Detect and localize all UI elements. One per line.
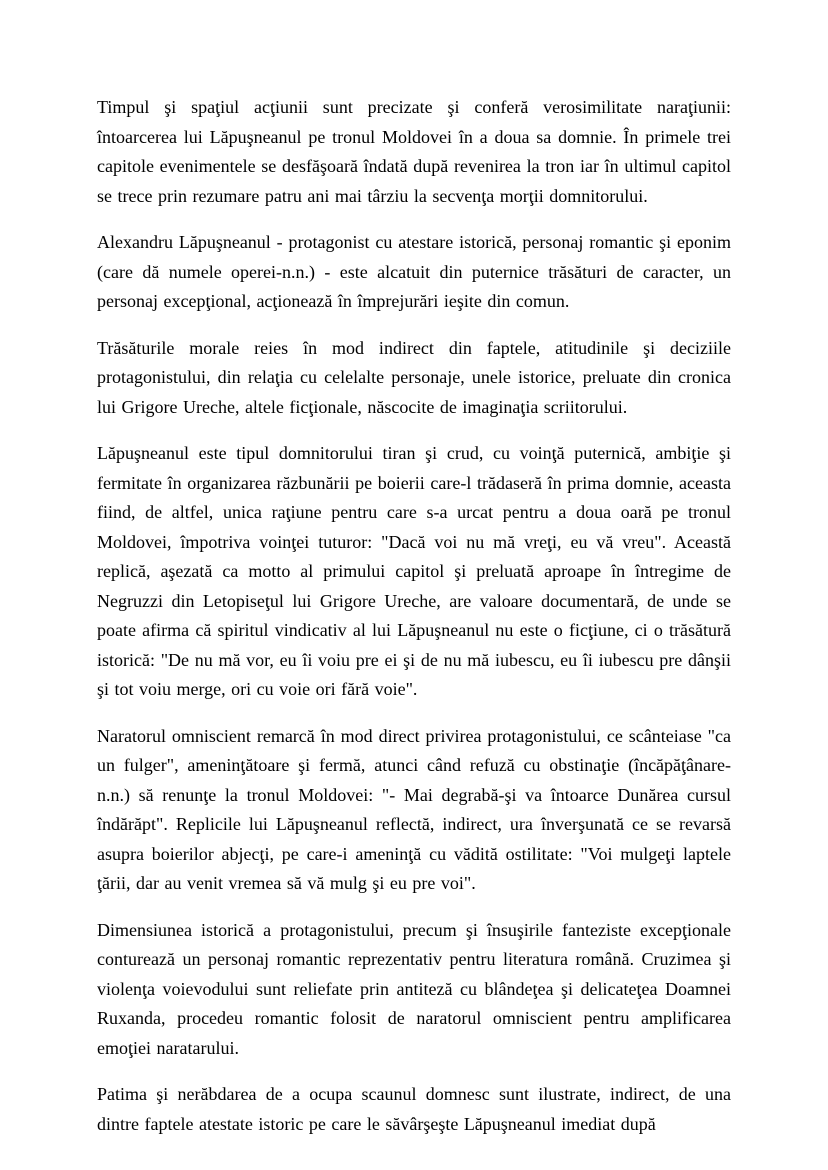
paragraph-protagonist-intro: Alexandru Lăpuşneanul - protagonist cu atestare istorică, personaj romantic şi eponim (care dă numele operei-n.n.) - este alcatuit din puternice trăsături de caracter, un personaj excepţional, acţionează în împrejurări ieşite din comun. xyxy=(97,232,731,311)
paragraph-tyrant-type: Lăpuşneanul este tipul domnitorului tiran şi crud, cu voinţă puternică, ambiţie şi fermitate în organizarea răzbunării pe boierii care-l trădaseră în prima domnie, aceasta fiind, de altfel, unica raţiune pentru care s-a urcat pentru a doua oară pe tronul Moldovei, împotriva voinţei tuturor: "Dacă voi nu mă vreţi, eu vă vreu". Această replică, aşezată ca motto al primului capitol şi preluată aproape în întregime de Negruzzi din Letopiseţul lui Grigore Ureche, are valoare documentară, de unde se poate afirma că spiritul vindicativ al lui Lăpuşneanul nu este o ficţiune, ci o trăsătură istorică: "De nu mă vor, eu îi voiu pre ei şi de nu mă iubescu, eu îi iubescu pre dânşii şi tot voiu merge, ori cu voie ori fără voie". xyxy=(97,443,731,699)
paragraph-moral-traits: Trăsăturile morale reies în mod indirect din faptele, atitudinile şi deciziile protagonistului, din relaţia cu celelalte personaje, unele istorice, preluate din cronica lui Grigore Ureche, altele ficţionale, născocite de imaginaţia scriitorului. xyxy=(97,337,731,417)
paragraph-passion-impatience: Patima şi nerăbdarea de a ocupa scaunul domnesc sunt ilustrate, indirect, de una dintre faptele atestate istoric pe care le săvârşeşte Lăpuşneanul imediat după xyxy=(97,1084,731,1134)
paragraph-historical-dimension: Dimensiunea istorică a protagonistului, precum şi însuşirile fanteziste excepţionale conturează un personaj romantic reprezentativ pentru literatura română. Cruzimea şi violenţa voievodului sunt reliefate prin antiteză cu blândeţea şi delicateţea Doamnei Ruxanda, procedeu romantic folosit de naratorul omniscient pentru amplificarea emoţiei naratarului. xyxy=(97,919,731,1058)
paragraph-omniscient-narrator: Naratorul omniscient remarcă în mod direct privirea protagonistului, ce scânteiase "ca un fulger", ameninţătoare şi fermă, atunci când refuză cu obstinaţie (încăpăţânare-n.n.) să renunţe la tronul Moldovei: "- Mai degrabă-şi va întoarce Dunărea cursul îndărăpt". Replicile lui Lăpuşneanul reflectă, indirect, ura înverşunată ce se revarsă asupra boierilor abjecţi, pe care-i ameninţă cu vădită ostilitate: "Voi mulgeţi laptele ţării, dar au venit vremea să vă mulg şi eu pre voi". xyxy=(97,725,731,893)
paragraph-time-space: Timpul şi spaţiul acţiunii sunt precizate şi conferă verosimilitate naraţiunii: întoarcerea lui Lăpuşneanul pe tronul Moldovei în a doua sa domnie. În primele trei capitole evenimentele se desfăşoară îndată după revenirea la tron iar în ultimul capitol se trece prin rezumare patru ani mai târziu la secvenţa morţii domnitorului. xyxy=(97,97,731,206)
